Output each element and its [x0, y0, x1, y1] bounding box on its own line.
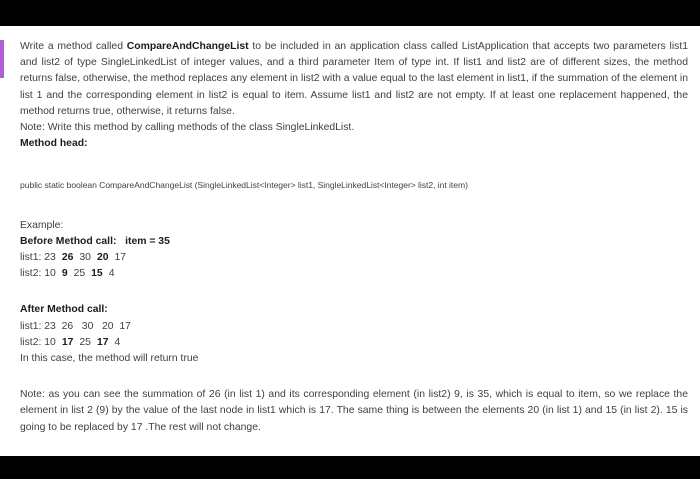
list-value: 25	[73, 268, 86, 280]
list-value: 20	[96, 252, 109, 264]
problem-description	[20, 39, 688, 120]
list-value: 17	[96, 336, 109, 348]
desc-text-rest: to be included in an application class called ListApplication that accepts two parameters list1 and list2 of type SingleLinkedList of integer values, and a third parameter Item of type int. If list1 and list2 are of different sizes, the method returns false, otherwise, the method replaces any element in list2 with a value equal to the last element in list1, if the summation of the element in list 1 and the corresponding element in list2 is equal to item. Assume list1 and list2 are not empty. If at least one replacement happened, the method returns true, otherwise, it returns false.	[20, 41, 688, 117]
method-signature: public static boolean CompareAndChangeList (SingleLinkedList<Integer> list1, SingleLinkedList<Integer> list2, int item)	[20, 180, 468, 191]
after-list2-prefix: list2: 10	[20, 336, 56, 348]
before-list2-prefix: list2: 10	[20, 268, 56, 280]
document-page	[0, 26, 700, 456]
list-value: 25	[79, 336, 91, 348]
document-content	[20, 39, 688, 436]
method-name: CompareAndChangeList	[126, 41, 249, 52]
list-value: 4	[108, 268, 115, 280]
desc-text-start: Write a method called	[20, 41, 127, 52]
result-line: In this case, the method will return true	[20, 353, 199, 365]
after-section	[20, 302, 688, 367]
note-line: Note: Write this method by calling methods of the class SingleLinkedList.	[20, 122, 355, 134]
before-label: Before Method call:	[20, 235, 117, 247]
after-list2	[20, 335, 688, 351]
example-section	[20, 218, 688, 283]
after-list1: list1: 23 26 30 20 17	[20, 320, 131, 332]
list-value: 26	[61, 252, 74, 264]
before-list1	[20, 250, 688, 266]
item-label: item = 35	[125, 235, 170, 247]
before-list2	[20, 266, 688, 282]
example-label: Example:	[20, 219, 64, 231]
after-label: After Method call:	[20, 304, 108, 316]
list-value: 9	[61, 268, 68, 280]
list-value: 30	[79, 252, 91, 264]
explanation-note: Note: as you can see the summation of 26 (in list 1) and its corresponding element (in list2) 9, is 35, which is equal to item, so we replace the element in list 2 (9) by the value of the last node in list1 which is 17. The same thing is between the elements 20 (in list 1) and 15 (in list 2). 15 is going to be replaced by 17 .The rest will not change.	[20, 389, 688, 433]
list-value: 17	[61, 336, 74, 348]
method-head-label: Method head:	[20, 138, 88, 150]
list-value: 17	[114, 252, 127, 264]
before-line	[20, 234, 688, 250]
accent-bar	[0, 40, 4, 78]
list-value: 4	[114, 336, 121, 348]
list-value: 15	[91, 268, 103, 280]
before-list1-prefix: list1: 23	[20, 252, 56, 264]
